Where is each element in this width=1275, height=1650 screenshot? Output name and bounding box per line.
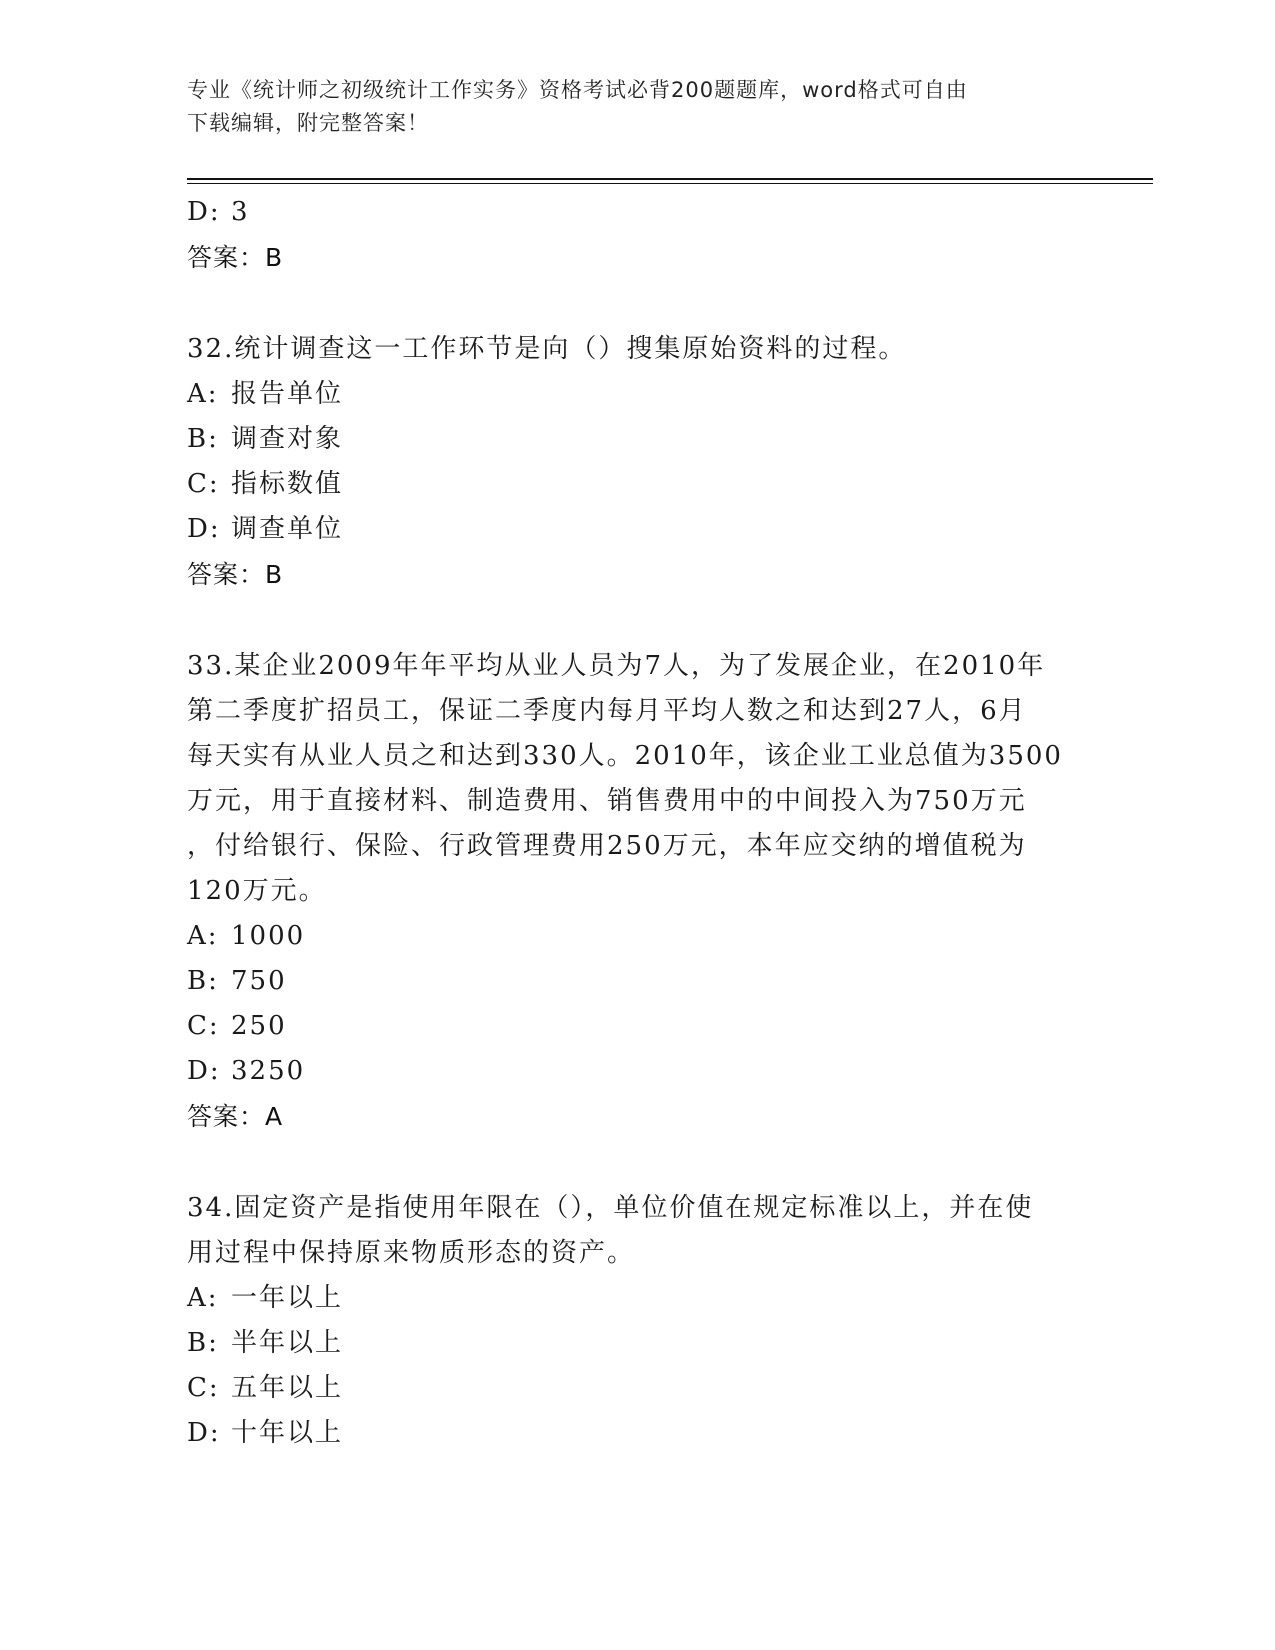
question-stem-line: ，付给银行、保险、行政管理费用250万元，本年应交纳的增值税为 <box>187 831 1027 861</box>
option-key: A: <box>187 921 219 951</box>
question-31-option-d <box>187 190 1087 235</box>
option-c <box>187 462 1087 507</box>
question-32 <box>187 327 1087 597</box>
option-key: B: <box>187 1328 219 1358</box>
spacer <box>187 597 1087 644</box>
option-a <box>187 1276 1087 1321</box>
option-key: C: <box>187 1011 220 1041</box>
option-text: 五年以上 <box>231 1373 344 1403</box>
question-stem-line: 32.统计调查这一工作环节是向（）搜集原始资料的过程。 <box>187 334 907 364</box>
option-b <box>187 1321 1087 1366</box>
question-answer: 答案：A <box>187 1102 284 1131</box>
option-key: C: <box>187 469 220 499</box>
option-key: D: <box>187 197 221 227</box>
question-stem-line: 第二季度扩招员工，保证二季度内每月平均人数之和达到27人，6月 <box>187 696 1027 726</box>
header-line-2: 下载编辑，附完整答案！ <box>187 111 429 135</box>
option-text: 调查对象 <box>231 424 344 454</box>
spacer <box>187 280 1087 327</box>
option-text: 250 <box>231 1011 287 1041</box>
option-c <box>187 1366 1087 1411</box>
question-stem-line: 每天实有从业人员之和达到330人。2010年，该企业工业总值为3500 <box>187 741 1063 771</box>
question-answer: 答案：B <box>187 560 284 589</box>
option-key: C: <box>187 1373 220 1403</box>
option-text: 调查单位 <box>231 514 344 544</box>
option-key: D: <box>187 514 221 544</box>
option-text: 半年以上 <box>231 1328 344 1358</box>
option-a <box>187 914 1087 959</box>
option-key: A: <box>187 1283 219 1313</box>
document-body <box>187 190 1087 1456</box>
option-key: B: <box>187 966 219 996</box>
option-c <box>187 1004 1087 1049</box>
question-stem-line: 34.固定资产是指使用年限在（），单位价值在规定标准以上，并在使 <box>187 1193 1034 1223</box>
option-d <box>187 507 1087 552</box>
question-31-answer: 答案：B <box>187 243 284 272</box>
option-key: D: <box>187 1056 221 1086</box>
question-stem-line: 用过程中保持原来物质形态的资产。 <box>187 1238 636 1268</box>
option-d <box>187 1411 1087 1456</box>
option-text: 1000 <box>231 921 306 951</box>
option-text: 3 <box>231 197 250 227</box>
question-34 <box>187 1186 1087 1456</box>
header-divider-thin <box>187 183 1153 184</box>
question-stem-line: 120万元。 <box>187 876 327 906</box>
document-header <box>187 74 1087 140</box>
header-divider-thick <box>187 178 1153 180</box>
option-text: 报告单位 <box>231 379 344 409</box>
option-text: 3250 <box>231 1056 306 1086</box>
option-text: 指标数值 <box>231 469 344 499</box>
option-a <box>187 372 1087 417</box>
option-text: 十年以上 <box>231 1418 344 1448</box>
option-b <box>187 959 1087 1004</box>
option-d <box>187 1049 1087 1094</box>
header-line-1: 专业《统计师之初级统计工作实务》资格考试必背200题题库，word格式可自由 <box>187 78 968 102</box>
question-33 <box>187 644 1087 1139</box>
spacer <box>187 1139 1087 1186</box>
question-stem-line: 万元，用于直接材料、制造费用、销售费用中的中间投入为750万元 <box>187 786 1027 816</box>
option-text: 750 <box>231 966 287 996</box>
option-b <box>187 417 1087 462</box>
option-key: D: <box>187 1418 221 1448</box>
option-key: A: <box>187 379 219 409</box>
option-text: 一年以上 <box>231 1283 344 1313</box>
question-stem-line: 33.某企业2009年年平均从业人员为7人，为了发展企业，在2010年 <box>187 651 1046 681</box>
option-key: B: <box>187 424 219 454</box>
